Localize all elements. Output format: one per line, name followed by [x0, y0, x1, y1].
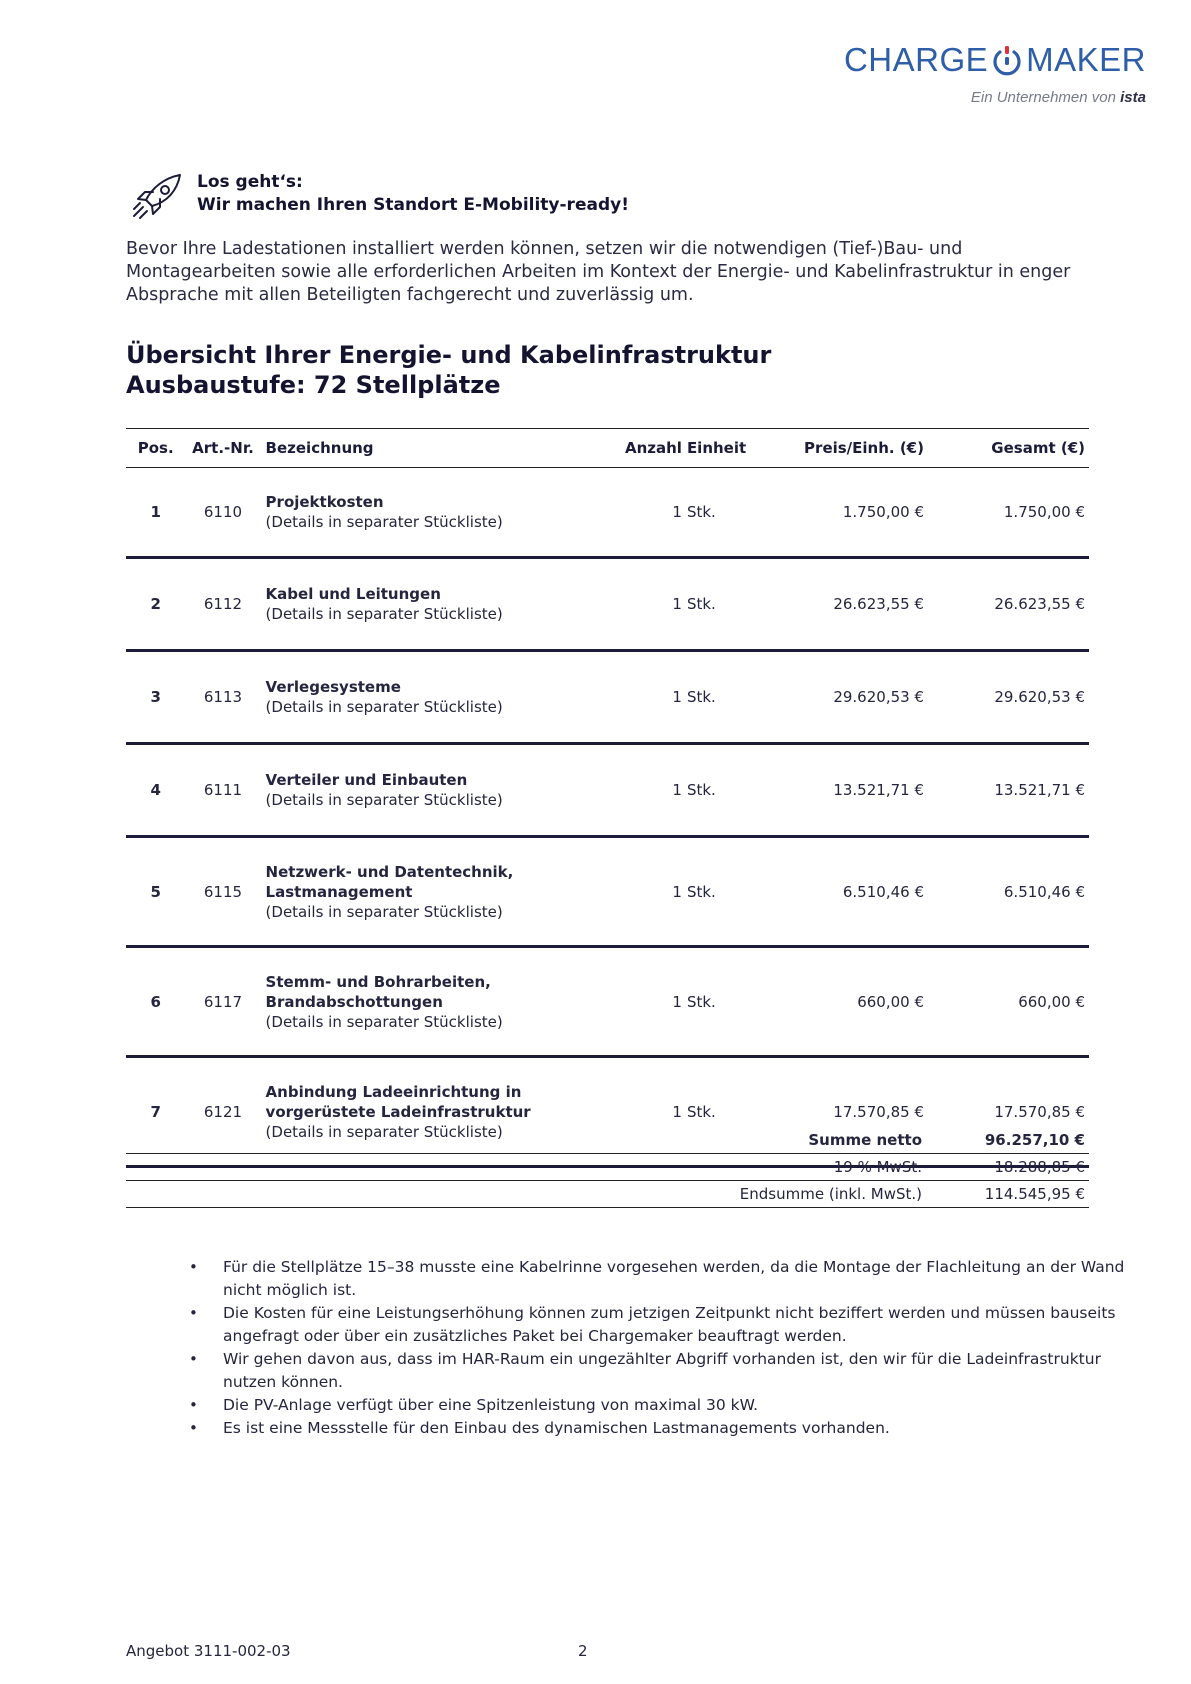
header-price: Preis/Einh. (€)	[747, 429, 928, 468]
cell-pos: 4	[126, 744, 185, 837]
notes-list	[188, 1256, 1128, 1440]
cell-desc	[261, 558, 583, 651]
header-total: Gesamt (€)	[928, 429, 1089, 468]
header-pos: Pos.	[126, 429, 185, 468]
item-name-line2: Lastmanagement	[265, 882, 413, 901]
list-item: • Die PV-Anlage verfügt über eine Spitzenleistung von maximal 30 kW.	[223, 1394, 1128, 1417]
summary-vat-value: 18.288,85 €	[926, 1154, 1089, 1181]
summary-gross-row	[126, 1181, 1089, 1208]
logo-part-maker: MAKER	[1026, 41, 1146, 78]
item-name: Verlegesysteme	[265, 678, 401, 696]
summary-gross-label: Endsumme (inkl. MwSt.)	[126, 1181, 926, 1208]
cell-pos: 6	[126, 947, 185, 1057]
header-desc: Bezeichnung	[261, 429, 583, 468]
item-name: Kabel und Leitungen	[265, 585, 441, 603]
table-row	[126, 744, 1089, 837]
cell-price: 6.510,46 €	[747, 837, 928, 947]
cell-qty: 1	[583, 651, 683, 744]
cell-art: 6117	[185, 947, 260, 1057]
summary-vat-row	[126, 1154, 1089, 1181]
cell-total: 13.521,71 €	[928, 744, 1089, 837]
intro-paragraph: Bevor Ihre Ladestationen installiert werden können, setzen wir die notwendigen (Tief-)Bau- und Montagearbeiten sowie alle erforderlichen Arbeiten im Kontext der Energie- und Kabelinfrastruktur in enger Absprache mit allen Beteiligten fachgerecht und zuverlässig um.	[126, 239, 1071, 305]
logo-part-charge: CHARGE	[843, 41, 989, 78]
cell-art: 6115	[185, 837, 260, 947]
section-subtitle: Ausbaustufe: 72 Stellplätze	[126, 371, 501, 399]
infrastructure-table	[126, 428, 1089, 1168]
logo-tagline	[844, 89, 1146, 106]
cell-pos: 5	[126, 837, 185, 947]
cell-total: 29.620,53 €	[928, 651, 1089, 744]
cell-qty: 1	[583, 837, 683, 947]
item-name: Verteiler und Einbauten	[265, 771, 468, 789]
cell-price: 17.570,85 €	[747, 1057, 928, 1167]
cell-unit: Stk.	[683, 1057, 747, 1167]
list-item: • Für die Stellplätze 15–38 musste eine Kabelrinne vorgesehen werden, da die Montage der Flachleitung an der Wand nicht möglich ist.	[223, 1256, 1128, 1302]
cell-pos: 1	[126, 468, 185, 558]
section-title	[126, 340, 771, 400]
cell-unit: Stk.	[683, 744, 747, 837]
cell-price: 13.521,71 €	[747, 744, 928, 837]
summary-gross-value: 114.545,95 €	[926, 1181, 1089, 1208]
cell-price: 29.620,53 €	[747, 651, 928, 744]
summary-net-value: 96.257,10 €	[926, 1127, 1089, 1154]
cell-art: 6112	[185, 558, 260, 651]
cell-desc	[261, 744, 583, 837]
item-name: Projektkosten	[265, 493, 384, 511]
table-row	[126, 947, 1089, 1057]
summary-vat-label: 19 % MwSt.	[126, 1154, 926, 1181]
list-item: • Es ist eine Messstelle für den Einbau des dynamischen Lastmanagements vorhanden.	[223, 1417, 1128, 1440]
item-note: (Details in separater Stückliste)	[265, 902, 503, 921]
cell-desc	[261, 651, 583, 744]
item-name: Netzwerk- und Datentechnik,	[265, 862, 514, 881]
item-name-line2: Brandabschottungen	[265, 992, 443, 1011]
rocket-icon	[130, 172, 186, 226]
cell-art: 6113	[185, 651, 260, 744]
intro-title-line2: Wir machen Ihren Standort E-Mobility-ready!	[197, 195, 629, 215]
cell-total: 660,00 €	[928, 947, 1089, 1057]
header-art: Art.-Nr.	[185, 429, 260, 468]
table-header-row	[126, 429, 1089, 468]
logo-tagline-text: Ein Unternehmen von	[970, 89, 1116, 106]
cell-total: 1.750,00 €	[928, 468, 1089, 558]
cell-price: 1.750,00 €	[747, 468, 928, 558]
list-item: • Die Kosten für eine Leistungserhöhung können zum jetzigen Zeitpunkt nicht beziffert werden und müssen bauseits angefragt oder über ein zusätzliches Paket bei Chargemaker beauftragt werden.	[223, 1302, 1128, 1348]
cell-price: 26.623,55 €	[747, 558, 928, 651]
cell-total: 17.570,85 €	[928, 1057, 1089, 1167]
cell-pos: 2	[126, 558, 185, 651]
cell-unit: Stk.	[683, 468, 747, 558]
item-name: Anbindung Ladeeinrichtung in	[265, 1082, 522, 1101]
logo-wordmark	[844, 40, 1146, 87]
item-note: (Details in separater Stückliste)	[265, 1012, 503, 1031]
cell-qty: 1	[583, 1057, 683, 1167]
header-unit: Einheit	[683, 429, 747, 468]
cell-pos: 3	[126, 651, 185, 744]
power-icon	[990, 44, 1024, 87]
logo-tagline-brand: ista	[1120, 89, 1146, 106]
cell-qty: 1	[583, 947, 683, 1057]
cell-qty: 1	[583, 558, 683, 651]
cell-qty: 1	[583, 744, 683, 837]
cell-unit: Stk.	[683, 651, 747, 744]
summary-table	[126, 1127, 1089, 1208]
item-name: Stemm- und Bohrarbeiten,	[265, 972, 491, 991]
cell-art: 6111	[185, 744, 260, 837]
cell-total: 26.623,55 €	[928, 558, 1089, 651]
item-note: (Details in separater Stückliste)	[265, 513, 503, 531]
table-row	[126, 468, 1089, 558]
cell-unit: Stk.	[683, 558, 747, 651]
item-note: (Details in separater Stückliste)	[265, 791, 503, 809]
cell-desc	[261, 468, 583, 558]
cell-desc	[261, 837, 583, 947]
cell-pos: 7	[126, 1057, 185, 1167]
cell-price: 660,00 €	[747, 947, 928, 1057]
intro-title	[197, 171, 629, 217]
table-row	[126, 558, 1089, 651]
cell-unit: Stk.	[683, 837, 747, 947]
item-note: (Details in separater Stückliste)	[265, 605, 503, 623]
cell-total: 6.510,46 €	[928, 837, 1089, 947]
cell-art: 6121	[185, 1057, 260, 1167]
table-row	[126, 837, 1089, 947]
table-row	[126, 651, 1089, 744]
summary-net-label: Summe netto	[126, 1127, 926, 1154]
section-title-line1: Übersicht Ihrer Energie- und Kabelinfrastruktur	[126, 341, 772, 369]
item-note: (Details in separater Stückliste)	[265, 698, 503, 716]
cell-desc	[261, 947, 583, 1057]
list-item: • Wir gehen davon aus, dass im HAR-Raum ein ungezählter Abgriff vorhanden ist, den wir für die Ladeinfrastruktur nutzen können.	[223, 1348, 1128, 1394]
cell-unit: Stk.	[683, 947, 747, 1057]
cell-art: 6110	[185, 468, 260, 558]
footer-offer-number: Angebot 3111-002-03	[126, 1642, 291, 1660]
summary-net-row	[126, 1127, 1089, 1154]
company-logo	[844, 40, 1146, 106]
header-qty: Anzahl	[583, 429, 683, 468]
page-number: 2	[578, 1642, 588, 1660]
intro-title-line1: Los geht‘s:	[197, 172, 303, 192]
cell-qty: 1	[583, 468, 683, 558]
item-note: (Details in separater Stückliste)	[265, 1122, 503, 1141]
item-name-line2: vorgerüstete Ladeinfrastruktur	[265, 1102, 531, 1121]
